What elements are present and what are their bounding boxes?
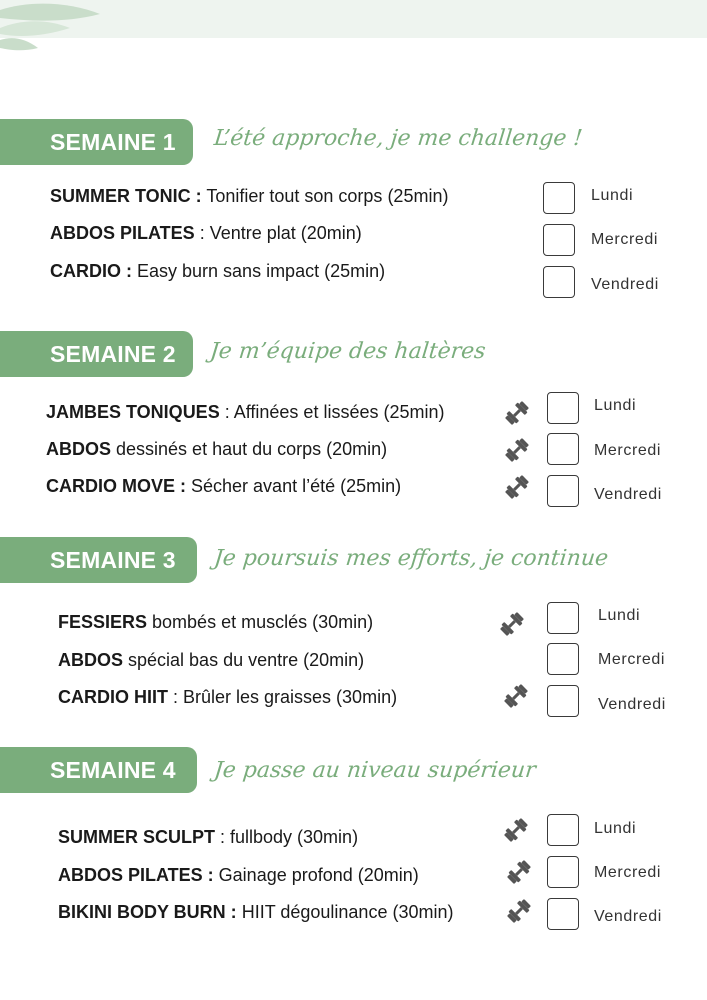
workout-detail: spécial bas du ventre (20min) (123, 650, 365, 670)
day-label: Mercredi (594, 864, 662, 881)
checkbox-icon[interactable] (547, 898, 579, 930)
workout-row (50, 223, 362, 244)
workout-detail: : Affinées et lissées (25min) (219, 402, 445, 422)
workout-name: CARDIO MOVE : (46, 476, 187, 496)
workout-detail: Gainage profond (20min) (213, 865, 419, 885)
workout-row (46, 402, 444, 423)
dumbbell-icon (503, 436, 531, 464)
workout-name: JAMBES TONIQUES (46, 402, 220, 422)
week-label: SEMAINE 3 (0, 537, 197, 583)
checkbox-icon[interactable] (547, 392, 579, 424)
workout-row (50, 261, 385, 282)
workout-row (58, 902, 453, 923)
day-label: Mercredi (594, 442, 662, 459)
week-subtitle: Je passe au niveau supérieur (212, 758, 537, 783)
checkbox-icon[interactable] (543, 266, 575, 298)
day-label: Mercredi (598, 651, 666, 668)
workout-name: ABDOS (58, 650, 124, 670)
workout-row (58, 687, 397, 708)
workout-detail: : fullbody (30min) (215, 827, 359, 847)
week-subtitle: Je poursuis mes efforts, je continue (212, 546, 610, 571)
workout-detail: dessinés et haut du corps (20min) (111, 439, 388, 459)
workout-row (46, 439, 387, 460)
dumbbell-icon (505, 897, 533, 925)
workout-name: ABDOS (46, 439, 112, 459)
workout-detail: : Ventre plat (20min) (194, 223, 362, 243)
week-label: SEMAINE 2 (0, 331, 193, 377)
workout-row (58, 612, 373, 633)
workout-name: SUMMER TONIC : (50, 186, 202, 206)
workout-detail: : Brûler les graisses (30min) (168, 687, 398, 707)
week-subtitle: Je m’équipe des haltères (208, 339, 487, 364)
workout-detail: bombés et musclés (30min) (147, 612, 374, 632)
workout-row (46, 476, 401, 497)
dumbbell-icon (502, 682, 530, 710)
workout-name: FESSIERS (58, 612, 148, 632)
workout-name: ABDOS PILATES : (58, 865, 214, 885)
day-label: Lundi (594, 397, 637, 414)
checkbox-icon[interactable] (543, 224, 575, 256)
workout-row (58, 827, 358, 848)
week-label: SEMAINE 4 (0, 747, 197, 793)
day-label: Vendredi (591, 276, 659, 293)
workout-detail: Easy burn sans impact (25min) (132, 261, 386, 281)
checkbox-icon[interactable] (547, 475, 579, 507)
day-label: Lundi (598, 607, 641, 624)
day-label: Vendredi (594, 486, 662, 503)
leaf-icon (0, 0, 110, 60)
workout-name: ABDOS PILATES (50, 223, 195, 243)
checkbox-icon[interactable] (547, 643, 579, 675)
week-label: SEMAINE 1 (0, 119, 193, 165)
dumbbell-icon (503, 473, 531, 501)
workout-name: BIKINI BODY BURN : (58, 902, 237, 922)
day-label: Vendredi (598, 696, 666, 713)
checkbox-icon[interactable] (547, 433, 579, 465)
workout-detail: HIIT dégoulinance (30min) (236, 902, 454, 922)
workout-name: CARDIO : (50, 261, 132, 281)
dumbbell-icon (502, 816, 530, 844)
checkbox-icon[interactable] (543, 182, 575, 214)
day-label: Mercredi (591, 231, 659, 248)
checkbox-icon[interactable] (547, 602, 579, 634)
day-label: Lundi (594, 820, 637, 837)
week-subtitle: L’été approche, je me challenge ! (212, 126, 584, 151)
checkbox-icon[interactable] (547, 685, 579, 717)
workout-row (50, 186, 448, 207)
dumbbell-icon (505, 858, 533, 886)
checkbox-icon[interactable] (547, 856, 579, 888)
workout-detail: Tonifier tout son corps (25min) (201, 186, 449, 206)
workout-name: SUMMER SCULPT (58, 827, 215, 847)
workout-name: CARDIO HIIT (58, 687, 168, 707)
dumbbell-icon (503, 399, 531, 427)
day-label: Lundi (591, 187, 634, 204)
workout-detail: Sécher avant l’été (25min) (186, 476, 402, 496)
dumbbell-icon (498, 610, 526, 638)
day-label: Vendredi (594, 908, 662, 925)
checkbox-icon[interactable] (547, 814, 579, 846)
workout-row (58, 865, 419, 886)
workout-row (58, 650, 364, 671)
